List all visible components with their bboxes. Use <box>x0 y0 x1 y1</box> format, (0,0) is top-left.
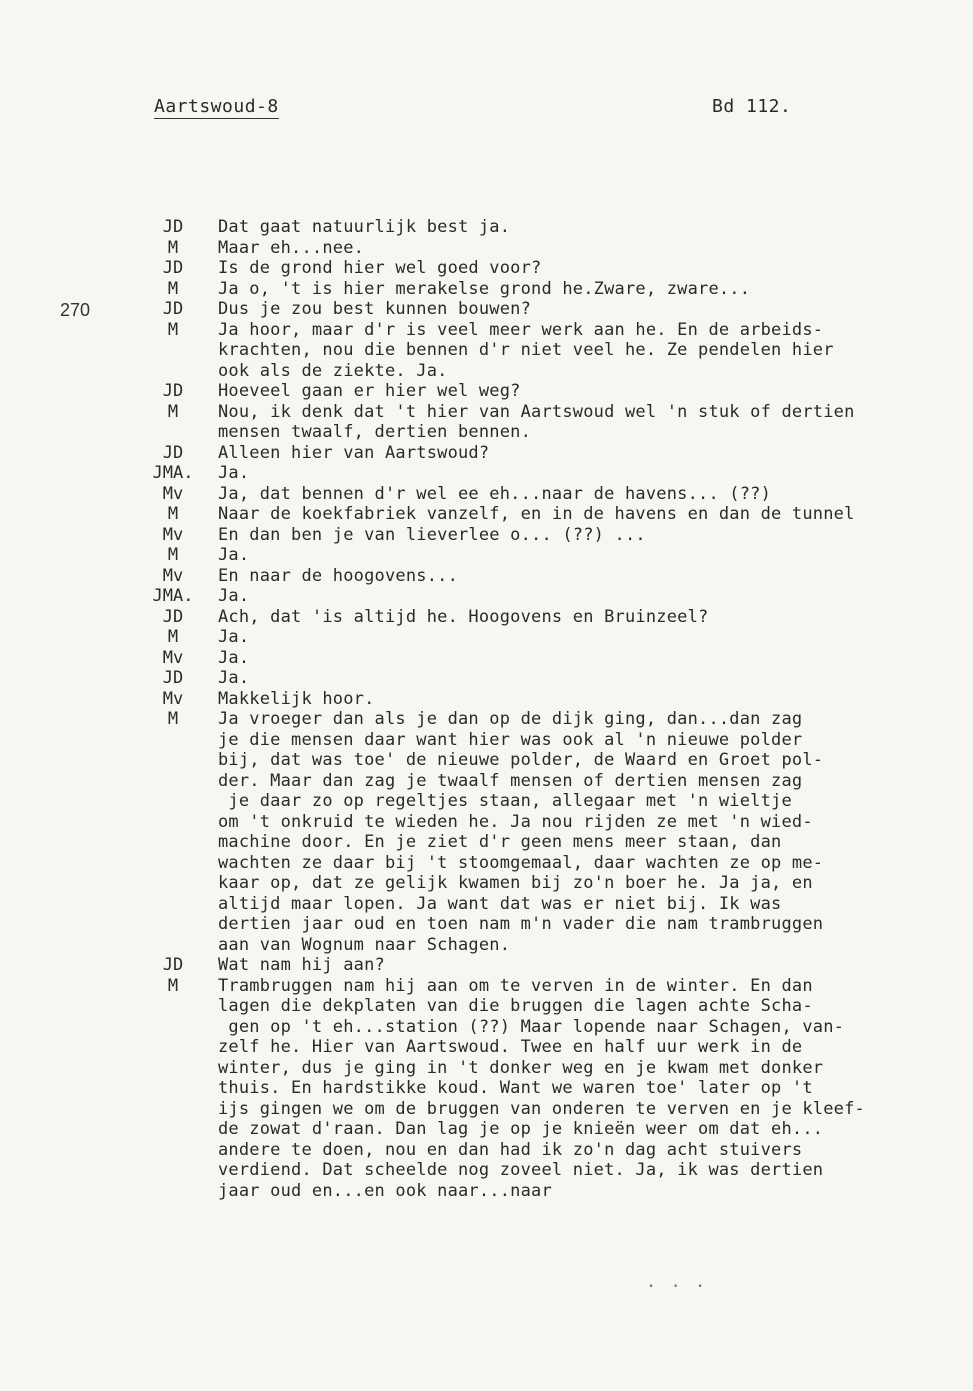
speaker-label: JD <box>162 217 184 237</box>
transcript-line: Ach, dat 'is altijd he. Hoogovens en Bruinzeel? <box>218 606 709 627</box>
transcript-entry <box>0 586 973 607</box>
margin-line-number: 270 <box>60 300 91 320</box>
transcript-entry <box>0 566 973 587</box>
transcript-line: machine door. En je ziet d'r geen mens meer staan, dan <box>218 832 782 852</box>
transcript-line: thuis. En hardstikke koud. Want we waren toe' later op 't <box>218 1078 813 1098</box>
transcript-line: dertien jaar oud en toen nam m'n vader die nam trambruggen <box>218 914 824 934</box>
transcript-line: om 't onkruid te wieden he. Ja nou rijden ze met 'n wied- <box>218 811 813 832</box>
transcript-line: Ja. <box>218 647 250 668</box>
transcript-line: der. Maar dan zag je twaalf mensen of dertien mensen zag <box>218 770 803 791</box>
transcript-line: mensen twaalf, dertien bennen. <box>218 422 532 442</box>
transcript-line: Dus je zou best kunnen bouwen? <box>218 299 532 319</box>
transcript-entry <box>0 217 973 238</box>
transcript-line: En dan ben je van lieverlee o... (??) ... <box>218 524 646 545</box>
transcript-line: Ja. <box>218 586 250 606</box>
speaker-label: M <box>167 278 179 299</box>
transcript-line: bij, dat was toe' de nieuwe polder, de Waard en Groet pol- <box>218 750 824 770</box>
speaker-label: JD <box>162 381 184 401</box>
transcript-entry <box>0 607 973 628</box>
transcript-line: Ja. <box>218 668 250 688</box>
transcript-line: Alleen hier van Aartswoud? <box>218 442 490 463</box>
transcript-entry <box>0 545 973 566</box>
speaker-label: Mv <box>162 524 184 545</box>
transcript-line: Naar de koekfabriek vanzelf, en in de havens en dan de tunnel <box>218 504 855 524</box>
speaker-label: M <box>167 545 179 565</box>
transcript-line: ook als de ziekte. Ja. <box>218 360 448 381</box>
transcript <box>0 217 973 1201</box>
transcript-entry <box>0 504 973 525</box>
speaker-label: JMA. <box>152 463 194 483</box>
speaker-label: M <box>167 401 179 422</box>
transcript-line: lagen die dekplaten van die bruggen die lagen achte Scha- <box>218 996 813 1016</box>
transcript-entry <box>0 463 973 484</box>
transcript-entry <box>0 627 973 648</box>
transcript-line: Trambruggen nam hij aan om te verven in de winter. En dan <box>218 975 813 996</box>
speaker-label: JD <box>162 955 184 975</box>
transcript-line: Ja. <box>218 463 250 483</box>
transcript-entry <box>0 648 973 669</box>
speaker-label: JD <box>162 668 184 688</box>
transcript-line: aan van Wognum naar Schagen. <box>218 934 511 955</box>
transcript-entry <box>0 381 973 402</box>
speaker-label: M <box>167 709 179 729</box>
transcript-line: Is de grond hier wel goed voor? <box>218 258 542 278</box>
transcript-line: krachten, nou die bennen d'r niet veel he. Ze pendelen hier <box>218 340 834 360</box>
speaker-label: JD <box>162 299 184 319</box>
transcript-entry <box>0 525 973 546</box>
transcript-line: de zowat d'raan. Dan lag je op je knieën weer om dat eh... <box>218 1119 824 1139</box>
speaker-label: Mv <box>162 688 184 709</box>
transcript-line: Ja hoor, maar d'r is veel meer werk aan he. En de arbeids- <box>218 319 824 340</box>
transcript-entry <box>0 484 973 505</box>
transcript-line: Nou, ik denk dat 't hier van Aartswoud wel 'n stuk of dertien <box>218 401 855 422</box>
speaker-label: JD <box>162 258 184 278</box>
speaker-label: Mv <box>162 565 184 586</box>
transcript-entry <box>0 320 973 382</box>
speaker-label: Mv <box>162 483 184 504</box>
transcript-line: kaar op, dat ze gelijk kwamen bij zo'n boer he. Ja ja, en <box>218 873 813 893</box>
transcript-line: Hoeveel gaan er hier wel weg? <box>218 381 521 401</box>
transcript-entry <box>0 689 973 710</box>
speaker-label: Mv <box>162 647 184 668</box>
transcript-line: Ja. <box>218 627 250 647</box>
speaker-label: M <box>167 319 179 340</box>
transcript-line: je daar zo op regeltjes staan, allegaar met 'n wieltje <box>218 791 792 811</box>
transcript-line: zelf he. Hier van Aartswoud. Twee en half uur werk in de <box>218 1037 803 1057</box>
transcript-line: Makkelijk hoor. <box>218 688 375 709</box>
transcript-line: je die mensen daar want hier was ook al 'n nieuwe polder <box>218 729 803 750</box>
transcript-line: andere te doen, nou en dan had ik zo'n dag acht stuivers <box>218 1139 803 1160</box>
transcript-line: jaar oud en...en ook naar...naar <box>218 1180 552 1201</box>
speaker-label: M <box>167 975 179 996</box>
transcript-line: gen op 't eh...station (??) Maar lopende naar Schagen, van- <box>218 1016 845 1037</box>
transcript-line: Ja vroeger dan als je dan op de dijk ging, dan...dan zag <box>218 709 803 729</box>
transcript-line: Wat nam hij aan? <box>218 955 385 975</box>
speaker-label: M <box>167 504 179 524</box>
transcript-entry <box>0 668 973 689</box>
transcript-line: ijs gingen we om de bruggen van onderen te verven en je kleef- <box>218 1098 865 1119</box>
transcript-line: Dat gaat natuurlijk best ja. <box>218 217 511 237</box>
document-title: Aartswoud-8 <box>154 96 279 117</box>
transcript-line: verdiend. Dat scheelde nog zoveel niet. Ja, ik was dertien <box>218 1160 824 1180</box>
transcript-line: altijd maar lopen. Ja want dat was er niet bij. Ik was <box>218 893 782 914</box>
transcript-entry <box>0 238 973 259</box>
transcript-line: Ja. <box>218 545 250 565</box>
speaker-label: M <box>167 627 179 647</box>
transcript-entry <box>0 955 973 976</box>
transcript-line: En naar de hoogovens... <box>218 565 459 586</box>
speaker-label: JD <box>162 606 184 627</box>
page-reference: Bd 112. <box>712 96 792 117</box>
transcript-entry <box>0 279 973 300</box>
speaker-label: JMA. <box>152 586 194 606</box>
transcript-entry <box>0 402 973 443</box>
transcript-line: winter, dus je ging in 't donker weg en je kwam met donker <box>218 1057 824 1078</box>
speaker-label: M <box>167 237 179 258</box>
transcript-line: Ja o, 't is hier merakelse grond he.Zware, zware... <box>218 278 751 299</box>
transcript-entry <box>0 299 973 320</box>
continuation-dots: . . . <box>646 1272 708 1292</box>
transcript-line: Ja, dat bennen d'r wel ee eh...naar de havens... (??) <box>218 483 772 504</box>
transcript-entry <box>0 709 973 955</box>
transcript-entry <box>0 443 973 464</box>
transcript-entry <box>0 258 973 279</box>
transcript-line: Maar eh...nee. <box>218 237 365 258</box>
transcript-entry <box>0 976 973 1202</box>
transcript-line: wachten ze daar bij 't stoomgemaal, daar wachten ze op me- <box>218 852 824 873</box>
speaker-label: JD <box>162 442 184 463</box>
